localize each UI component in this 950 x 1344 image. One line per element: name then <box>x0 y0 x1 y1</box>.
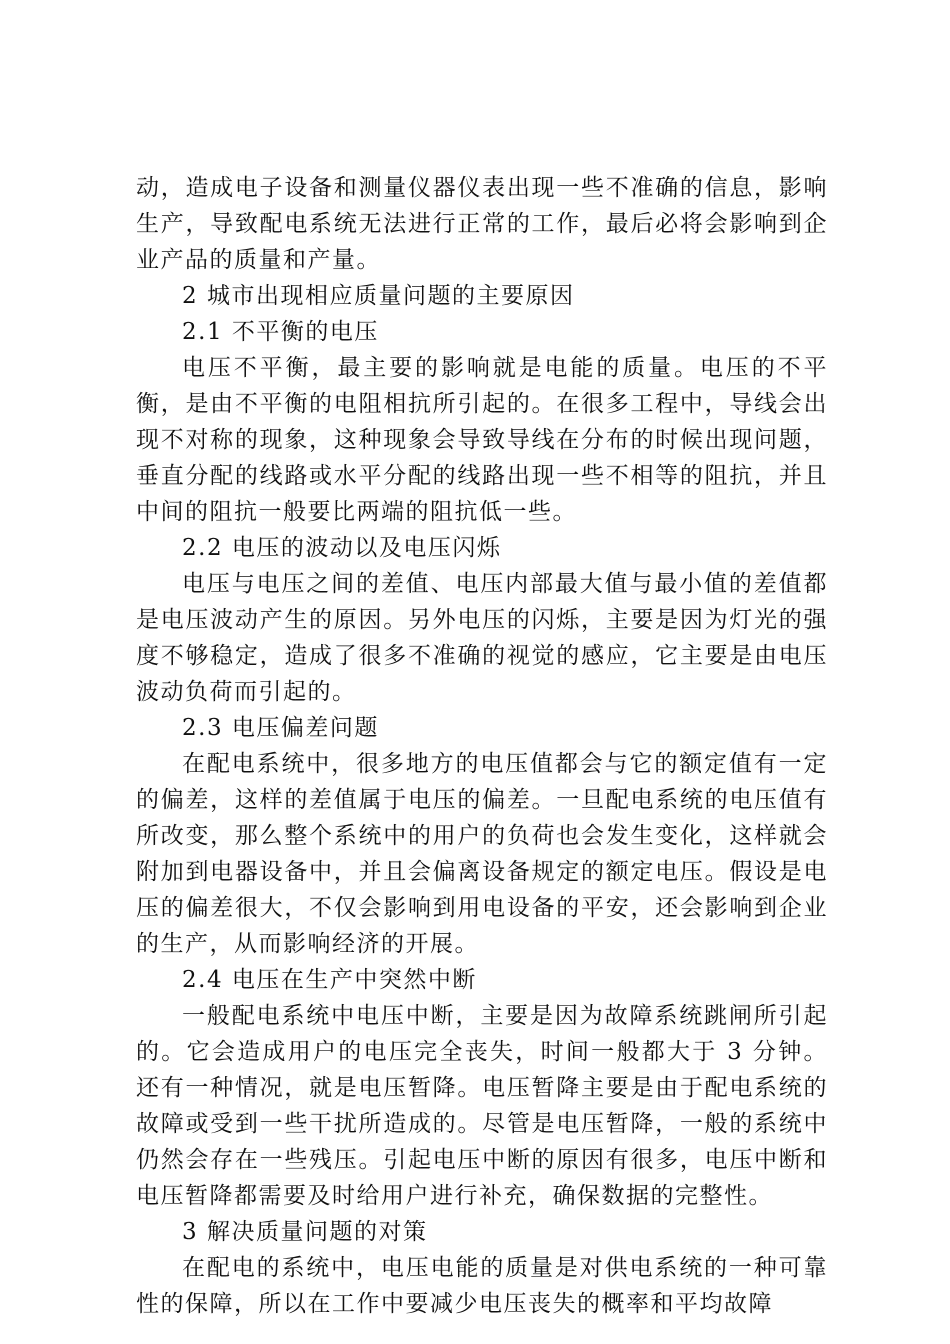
paragraph-unbalanced-voltage: 电压不平衡，最主要的影响就是电能的质量。电压的不平衡，是由不平衡的电阻相抗所引起的。在很多工程中，导线会出现不对称的现象，这种现象会导致导线在分布的时候出现问题，垂直分配的线路或水平分配的线路出现一些不相等的阻抗，并且中间的阻抗一般要比两端的阻抗低一些。 <box>136 355 828 525</box>
section-heading-2: 2 城市出现相应质量问题的主要原因 <box>182 283 575 309</box>
paragraph-voltage-interruption: 一般配电系统中电压中断，主要是因为故障系统跳闸所引起的。它会造成用户的电压完全丧失，时间一般都大于 3 分钟。还有一种情况，就是电压暂降。电压暂降主要是由于配电系统的故障或受到一些干扰所造成的。尽管是电压暂降，一般的系统中仍然会存在一些残压。引起电压中断的原因有很多，电压中断和电压暂降都需要及时给用户进行补充，确保数据的完整性。 <box>136 1003 828 1209</box>
section-heading-3: 3 解决质量问题的对策 <box>182 1219 428 1245</box>
subsection-heading-2-3: 2.3 电压偏差问题 <box>182 715 379 741</box>
paragraph-countermeasures: 在配电的系统中，电压电能的质量是对供电系统的一种可靠性的保障，所以在工作中要减少电压丧失的概率和平均故障 <box>136 1255 828 1317</box>
document-body <box>136 170 828 1322</box>
subsection-heading-2-2: 2.2 电压的波动以及电压闪烁 <box>182 535 502 561</box>
subsection-heading-2-1: 2.1 不平衡的电压 <box>182 319 379 345</box>
paragraph-voltage-fluctuation: 电压与电压之间的差值、电压内部最大值与最小值的差值都是电压波动产生的原因。另外电压的闪烁，主要是因为灯光的强度不够稳定，造成了很多不准确的视觉的感应，它主要是由电压波动负荷而引起的。 <box>136 571 828 705</box>
subsection-heading-2-4: 2.4 电压在生产中突然中断 <box>182 967 477 993</box>
paragraph-voltage-deviation: 在配电系统中，很多地方的电压值都会与它的额定值有一定的偏差，这样的差值属于电压的偏差。一旦配电系统的电压值有所改变，那么整个系统中的用户的负荷也会发生变化，这样就会附加到电器设备中，并且会偏离设备规定的额定电压。假设是电压的偏差很大，不仅会影响到用电设备的平安，还会影响到企业的生产，从而影响经济的开展。 <box>136 751 828 957</box>
paragraph-continued: 动，造成电子设备和测量仪器仪表出现一些不准确的信息，影响生产，导致配电系统无法进行正常的工作，最后必将会影响到企业产品的质量和产量。 <box>136 175 828 273</box>
